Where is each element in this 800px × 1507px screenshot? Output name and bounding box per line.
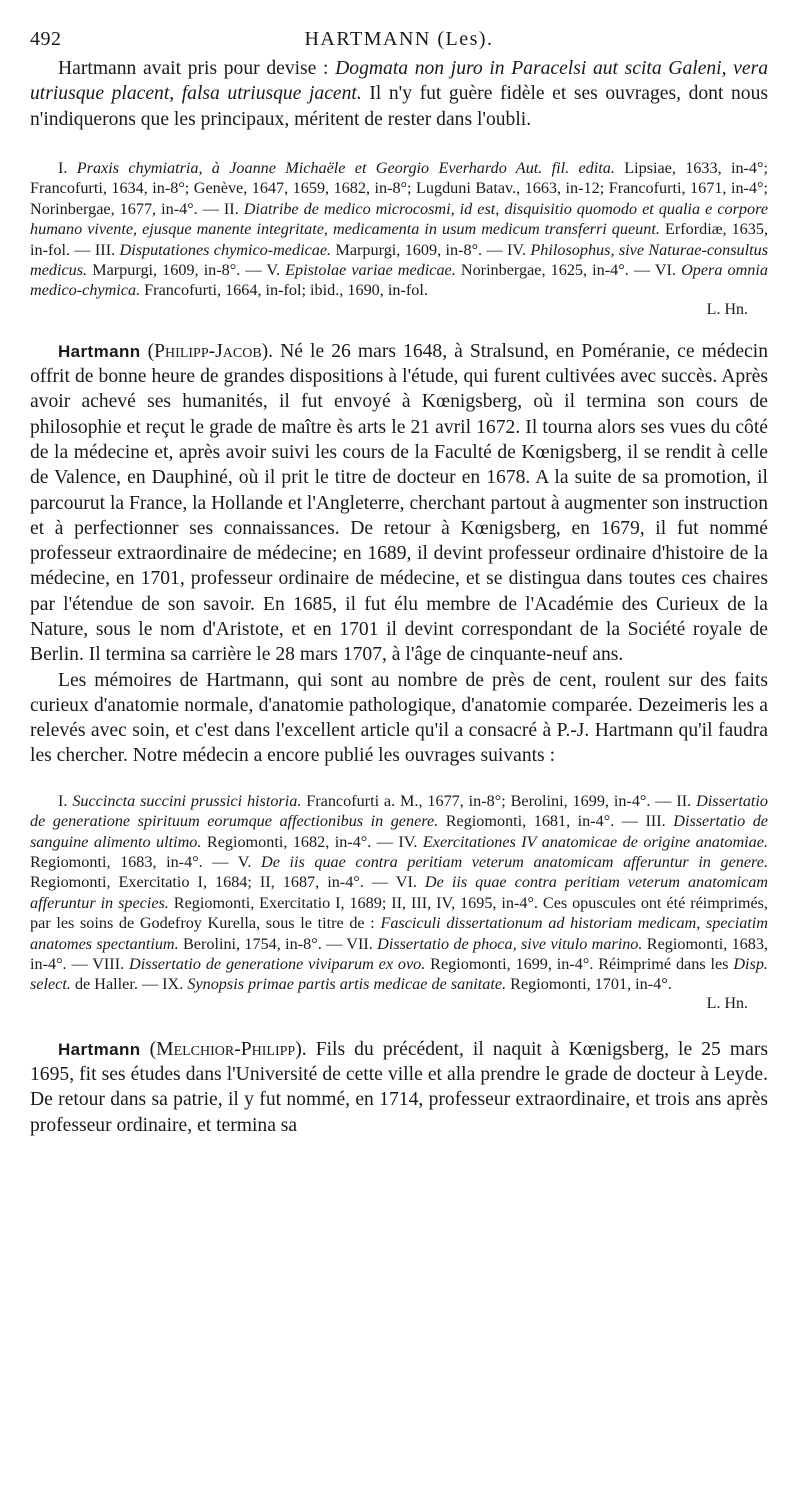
- work-title: Disputationes chymico-medicae.: [119, 240, 332, 259]
- work-title: Succincta succini prussici historia.: [72, 791, 302, 810]
- running-header: [30, 22, 768, 56]
- entry-headword: Hartmann: [58, 1039, 141, 1059]
- works-list-1: [30, 158, 768, 301]
- work-details: Erfordiæ, 1635, in-fol. — III.: [30, 220, 768, 259]
- work-title: Dissertatio de sanguine alimento ultimo.: [30, 812, 768, 851]
- entry-philipp-jacob: [30, 339, 768, 668]
- page: [30, 22, 768, 1138]
- work-details: Regiomonti, 1699, in-4°. Réimprimé dans les: [425, 955, 734, 974]
- page-number: 492: [30, 28, 62, 50]
- work-details: Francofurti a. M., 1677, in-8°; Berolini, 1699, in-4°. — II.: [301, 791, 697, 810]
- entry-text: Né le 26 mars 1648, à Stralsund, en Poméranie, ce médecin offrit de bonne heure de grandes dispositions à l'étude, qui furent cultivées avec succès. Après avoir achevé ses humanités, il fut envoyé à Kœnigsberg, où il termina son cours de philosophie et reçut le grade de maître ès arts le 21 avril 1672. Il tourna alors ses vues du côté de la médecine et, après avoir suivi les cours de la Faculté de Kœnigsberg, il se rendit à celle de Valence, en Dauphiné, où il prit le titre de docteur en 1678. A la suite de sa promotion, il parcourut la France, la Hollande et l'Angleterre, cherchant partout à augmenter son instruction et à perfectionner ses connaissances. De retour à Kœnigsberg, en 1679, il fut nommé professeur extraordinaire de médecine; en 1689, il devint professeur ordinaire d'histoire de la médecine, en 1701, professeur ordinaire de médecine, et se distingua dans toutes ces chaires par l'étendue de son savoir. En 1685, il fut élu membre de l'Académie des Curieux de la Nature, sous le nom d'Aristote, et en 1701 il devint correspondant de la Société royale de Berlin. Il termina sa carrière le 28 mars 1707, à l'âge de cinquante-neuf ans.: [30, 340, 769, 666]
- work-details: Regiomonti, Exercitatio I, 1684; II, 1687, in-4°. — VI.: [30, 873, 425, 892]
- work-title: Diatribe de medico microcosmi, id est, disquisitio quomodo et qualia e corpore humano vivente, ejusque manente integritate, medicamenta in usum medicum transferri queunt.: [30, 199, 768, 239]
- work-details: Regiomonti, 1701, in-4°.: [506, 975, 672, 994]
- running-title: HARTMANN (Les).: [304, 28, 494, 50]
- work-title: Dissertatio de generatione spirituum eorumque affectionibus in genere.: [30, 791, 769, 831]
- intro-tail: Il n'y fut guère fidèle et ses ouvrages, dont nous n'indiquerons que les principaux, méritent de rester dans l'oubli.: [30, 83, 768, 130]
- intro-paragraph: [30, 56, 768, 132]
- work-title: Exercitationes IV anatomicae de origine anatomiae.: [422, 832, 769, 851]
- work-title: De iis quae contra peritiam veterum anatomicam afferuntur in species.: [30, 873, 768, 912]
- work-title: Philosophus, sive Naturae-consultus medicus.: [30, 240, 768, 279]
- work-details: Regiomonti, Exercitatio I, 1689; II, III, IV, 1695, in-4°. Ces opuscules ont été réimprimés, par les soins de Godefroy Kurella, sous le titre de :: [30, 893, 768, 933]
- entry-forename: (Melchior-Philipp).: [149, 1038, 307, 1060]
- work-details: Lipsiae, 1633, in-4°; Francofurti, 1634, in-8°; Genève, 1647, 1659, 1682, in-8°; Lugduni Batav., 1663, in-12; Francofurti, 1671, in-4°; Norinbergae, 1677, in-4°. — II.: [30, 158, 768, 218]
- signature-2: L. Hn.: [706, 994, 748, 1012]
- works-list-2: [30, 791, 768, 995]
- entry-melchior-philipp: [30, 1037, 768, 1138]
- work-title: Dissertatio de generatione viviparum ex ovo.: [129, 955, 426, 974]
- entry-philipp-paragraph-2: Les mémoires de Hartmann, qui sont au nombre de près de cent, roulent sur des faits curieux d'anatomie normale, d'anatomie pathologique, d'anatomie comparée. Dezeimeris les a relevés avec soin, et c'est dans l'excellent article qu'il a consacré à P.-J. Hartmann qu'il faudra les chercher. Notre médecin a encore publié les ouvrages suivants :: [30, 669, 768, 767]
- work-details: Norinbergae, 1625, in-4°. — VI.: [455, 260, 682, 279]
- work-details: Marpurgi, 1609, in-8°. — V.: [87, 260, 286, 279]
- work-title: De iis quae contra peritiam veterum anatomicam afferuntur in genere.: [261, 853, 768, 871]
- work-title: Epistolae variae medicae.: [285, 260, 456, 279]
- work-title: Praxis chymiatria, à Joanne Michaële et Georgio Everhardo Aut. fil. edita.: [76, 158, 615, 177]
- entry-headword: Hartmann: [58, 341, 141, 361]
- intro-text: Hartmann avait pris pour devise :: [58, 58, 336, 79]
- work-details: I.: [58, 791, 73, 810]
- work-details: Regiomonti, 1683, in-4°. — VIII.: [30, 934, 769, 974]
- work-title: Disp. select.: [30, 955, 768, 994]
- entry-forename: (Philipp-Jacob).: [147, 340, 274, 362]
- intro-motto: Dogmata non juro in Paracelsi aut scita Galeni, vera utriusque placent, falsa utriusque jacent.: [30, 58, 768, 105]
- work-details: Francofurti, 1664, in-fol; ibid., 1690, in-fol.: [140, 281, 428, 300]
- work-details: Regiomonti, 1683, in-4°. — V.: [30, 853, 262, 871]
- work-details: Regiomonti, 1682, in-4°. — IV.: [201, 832, 423, 851]
- work-title: Fasciculi dissertationum ad historiam medicam, speciatim anatomes spectantium.: [30, 914, 768, 953]
- work-title: Dissertatio de phoca, sive vitulo marino.: [377, 934, 643, 953]
- work-title: Synopsis primae partis artis medicae de sanitate.: [187, 975, 507, 994]
- work-details: Berolini, 1754, in-8°. — VII.: [178, 934, 378, 953]
- work-title: Opera omnia medico-chymica.: [30, 260, 768, 300]
- entry-text: Fils du précédent, il naquit à Kœnigsberg, le 25 mars 1695, fit ses études dans l'Université de cette ville et alla prendre le grade de docteur à Leyde. De retour dans sa patrie, il y fut nommé, en 1714, professeur extraordinaire, et trois ans après professeur ordinaire, et termina sa: [30, 1038, 768, 1136]
- work-details: I.: [58, 158, 77, 177]
- signature-1: L. Hn.: [706, 300, 748, 318]
- work-details: Regiomonti, 1681, in-4°. — III.: [438, 812, 674, 831]
- work-details: de Haller. — IX.: [70, 975, 188, 994]
- work-details: Marpurgi, 1609, in-8°. — IV.: [331, 240, 531, 259]
